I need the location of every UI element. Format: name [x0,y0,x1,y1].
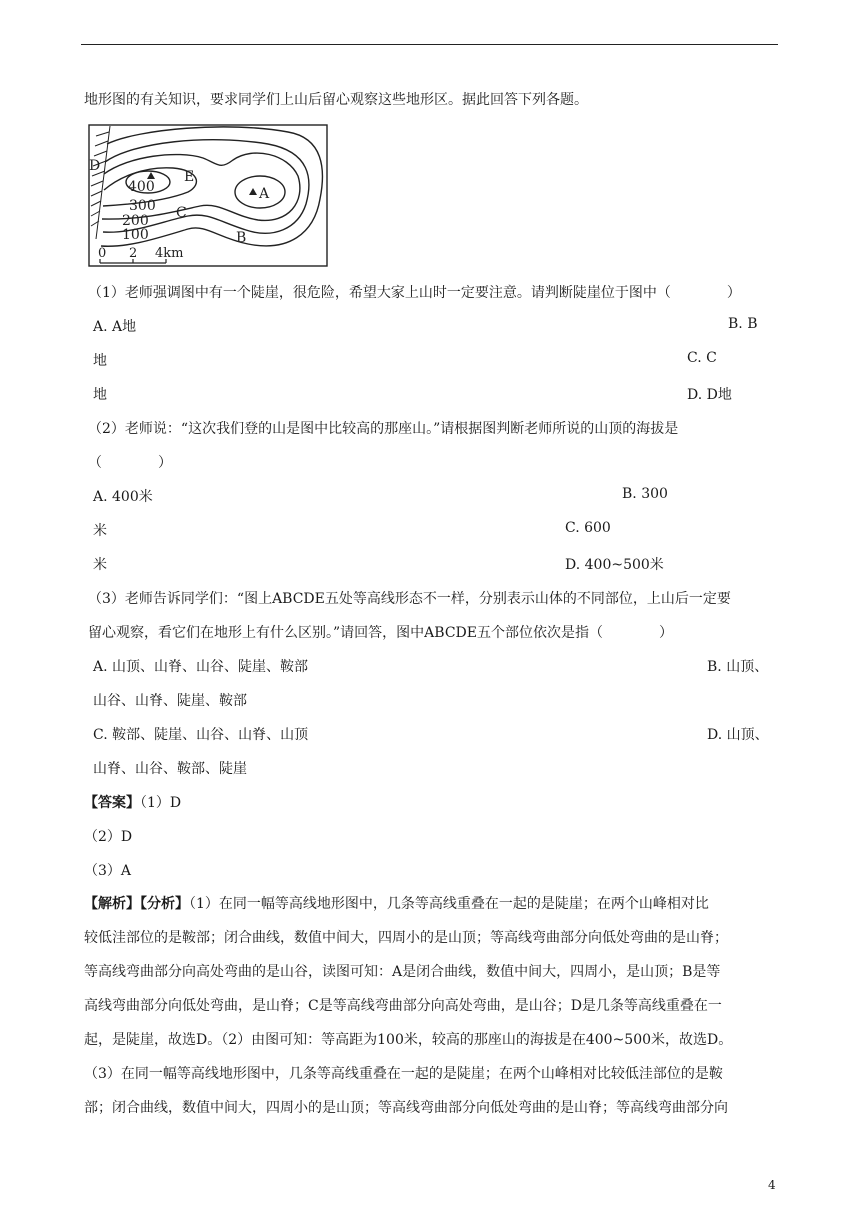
q3-option-a: A. 山顶、山脊、山谷、陡崖、鞍部 [93,659,309,675]
q3-option-c: C. 鞍部、陡崖、山谷、山脊、山顶 [93,727,309,743]
contour-label-400: 400 [128,179,155,195]
q2-option-b: B. 300 [622,486,668,502]
point-label-a: A [259,186,270,202]
intro-text: 地形图的有关知识，要求同学们上山后留心观察这些地形区。据此回答下列各题。 [84,92,588,108]
q1-option-c: C. C [687,350,717,366]
contour-label-100: 100 [122,227,149,243]
point-label-b: B [236,230,247,246]
q2-option-c: C. 600 [565,520,611,536]
q2-option-a: A. 400米 [93,489,153,505]
analysis-line-5: 起，是陡崖，故选D。（2）由图可知：等高距为100米，较高的那座山的海拔是在400~500米，故选D。 [84,1032,733,1048]
q1-stem: （1）老师强调图中有一个陡崖，很危险，希望大家上山时一定要注意。请判断陡崖位于图中（ ） [88,285,741,301]
scale-label-2: 2 [129,246,138,261]
q2-option-b-cont: 米 [93,523,107,539]
answer-block [84,792,181,812]
analysis-line-3: 等高线弯曲部分向高处弯曲的是山谷，读图可知：A是闭合曲线，数值中间大，四周小，是山顶；B是等 [84,964,721,980]
answer-label: 【答案】 [84,795,140,811]
contour-label-300: 300 [129,198,156,214]
point-label-e: E [184,169,195,185]
q3-option-b: B. 山顶、 [707,659,769,675]
analysis-line-7: 部；闭合曲线，数值中间大，四周小的是山顶；等高线弯曲部分向低处弯曲的是山脊；等高线弯曲部分向 [84,1100,728,1116]
q2-option-c-cont: 米 [93,557,107,573]
contour-map [88,124,328,267]
q1-option-d: D. D地 [687,387,732,403]
q3-stem-line2: 留心观察，看它们在地形上有什么区别。”请回答，图中ABCDE五个部位依次是指（ ） [88,625,673,641]
page-number: 4 [768,1178,776,1192]
header-rule [81,44,778,45]
analysis-label: 【解析】【分析】 [84,896,189,912]
point-label-d: D [89,158,101,174]
q1-option-a: A. A地 [93,319,137,335]
answer-2: （2）D [84,829,133,845]
contour-label-200: 200 [122,213,149,229]
answer-1: （1）D [140,795,182,811]
q3-stem-line1: （3）老师告诉同学们：“图上ABCDE五处等高线形态不一样，分别表示山体的不同部位，上山后一定要 [88,591,731,607]
q3-option-d-cont: 山脊、山谷、鞍部、陡崖 [93,761,247,777]
point-label-c: C [176,205,187,221]
scale-label-4km: 4km [155,246,184,261]
analysis-line-1: 【解析】【分析】（1）在同一幅等高线地形图中，几条等高线重叠在一起的是陡崖；在两个山峰相对比 [84,896,709,912]
q3-option-b-cont: 山谷、山脊、陡崖、鞍部 [93,693,247,709]
q3-option-d: D. 山顶、 [707,727,769,743]
q2-stem: （2）老师说：“这次我们登的山是图中比较高的那座山。”请根据图判断老师所说的山顶的海拔是 [88,421,679,437]
q1-option-b: B. B [728,316,758,332]
q1-option-b-cont: 地 [93,353,107,369]
analysis-line-4: 高线弯曲部分向低处弯曲，是山脊；C是等高线弯曲部分向高处弯曲，是山谷；D是几条等高线重叠在一 [84,998,722,1014]
scale-label-0: 0 [98,246,107,261]
q2-option-d: D. 400~500米 [565,557,664,573]
q1-option-c-cont: 地 [93,387,107,403]
analysis-line-2: 较低洼部位的是鞍部；闭合曲线，数值中间大，四周小的是山顶；等高线弯曲部分向低处弯曲的是山脊； [84,930,728,946]
analysis-line-6: （3）在同一幅等高线地形图中，几条等高线重叠在一起的是陡崖；在两个山峰相对比较低洼部位的是鞍 [84,1066,723,1082]
q2-paren: （ ） [88,455,172,471]
answer-3: （3）A [84,863,132,879]
